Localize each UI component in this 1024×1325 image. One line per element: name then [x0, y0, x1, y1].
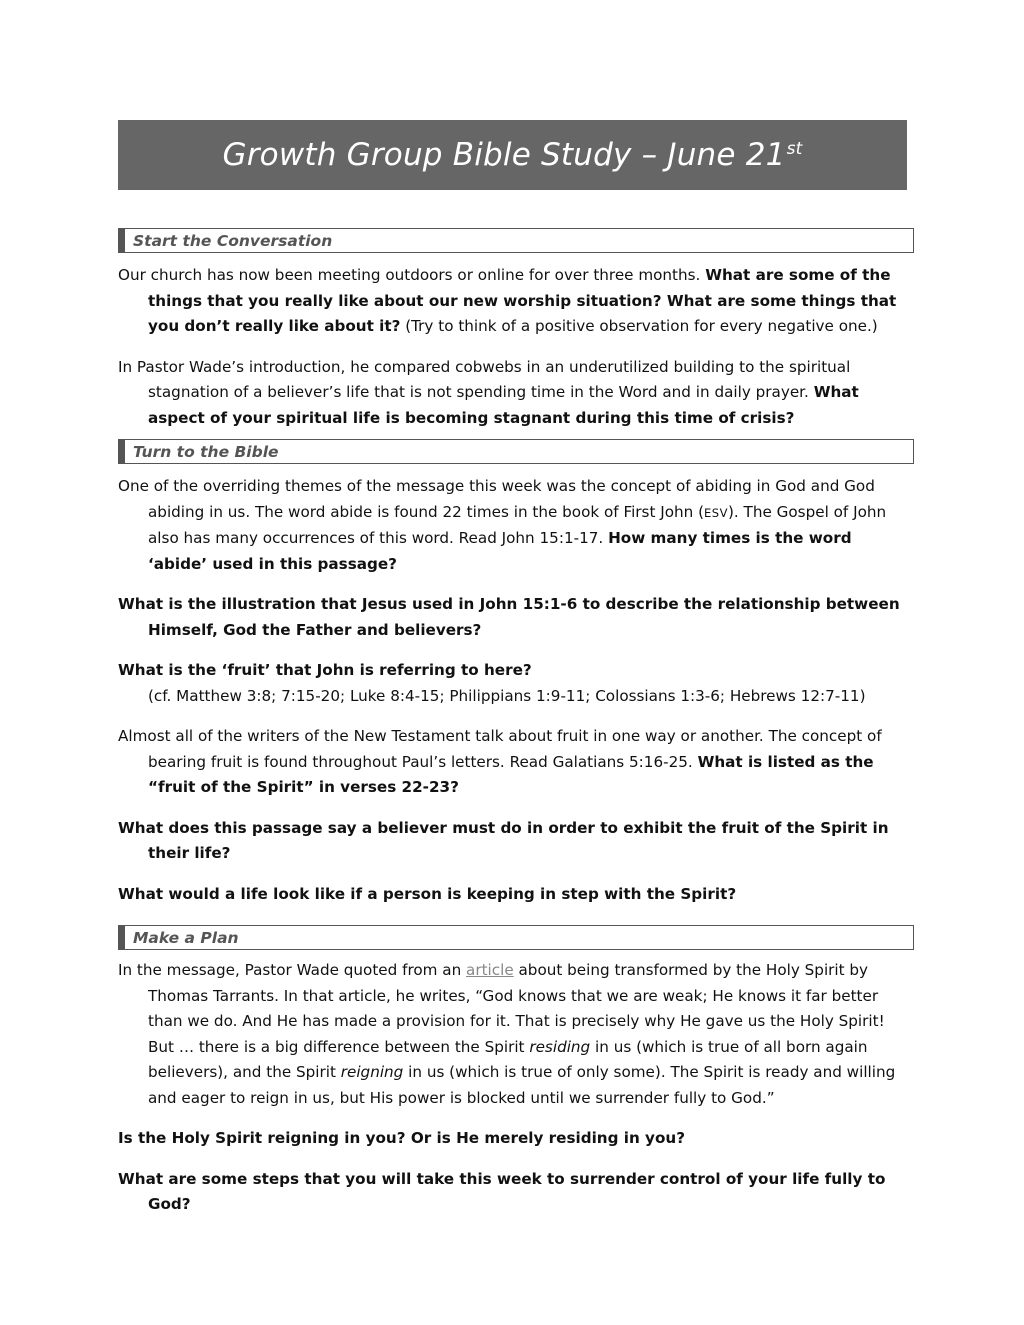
- page-title-suffix: st: [786, 139, 803, 159]
- start-paragraph-1: Our church has now been meeting outdoors or online for over three months. What are some of the things that you really like about our new worship situation? What are some things that you don’t really like about it? (Try to think of a positive observation for every negative one.): [118, 266, 897, 335]
- section-title-bible: Turn to the Bible: [133, 442, 279, 461]
- section-header-plan: [118, 925, 914, 950]
- start-paragraph-2: In Pastor Wade’s introduction, he compared cobwebs in an underutilized building to the spiritual stagnation of a believer’s life that is not spending time in the Word and in daily prayer. What aspect of your spiritual life is becoming stagnant during this time of crisis?: [118, 357, 859, 427]
- section-header-start: [118, 228, 914, 253]
- page-title-banner: [118, 120, 907, 190]
- document-page: [118, 120, 914, 1218]
- plan-question-2: What are some steps that you will take this week to surrender control of your life fully to God?: [118, 1169, 886, 1213]
- section-title-start: Start the Conversation: [133, 231, 333, 250]
- bible-paragraph-1: One of the overriding themes of the message this week was the concept of abiding in God and God abiding in us. The word abide is found 22 times in the book of First John (ESV). The Gospel of John also has many occurrences of this word. Read John 15:1-17. How many times is the word ‘abide’ used in this passage?: [118, 477, 887, 573]
- plan-question-1: Is the Holy Spirit reigning in you? Or is He merely residing in you?: [118, 1129, 686, 1147]
- page-title: Growth Group Bible Study – June 21: [222, 137, 786, 173]
- section-title-plan: Make a Plan: [133, 928, 239, 947]
- bible-question-3: What does this passage say a believer must do in order to exhibit the fruit of the Spirit in their life?: [118, 818, 889, 862]
- bible-question-1: What is the illustration that Jesus used in John 15:1-6 to describe the relationship between Himself, God the Father and believers?: [118, 595, 900, 639]
- section-header-bible: [118, 439, 914, 464]
- article-link[interactable]: article: [466, 961, 514, 979]
- bible-question-2-references: (cf. Matthew 3:8; 7:15-20; Luke 8:4-15; Philippians 1:9-11; Colossians 1:3-6; Hebrews 12:7-11): [148, 686, 866, 705]
- bible-question-4: What would a life look like if a person is keeping in step with the Spirit?: [118, 884, 737, 903]
- plan-paragraph-1: In the message, Pastor Wade quoted from an article about being transformed by the Holy Spirit by Thomas Tarrants. In that article, he writes, “God knows that we are weak; He knows it far better than we do. And He has made a provision for it. That is precisely why He gave us the Holy Spirit! But … there is a big difference between the Spirit residing in us (which is true of all born again believers), and the Spirit reigning in us (which is true of only some). The Spirit is ready and willing and eager to reign in us, but His power is blocked until we surrender fully to God.”: [118, 961, 896, 1107]
- bible-paragraph-2: Almost all of the writers of the New Testament talk about fruit in one way or another. The concept of bearing fruit is found throughout Paul’s letters. Read Galatians 5:16-25. What is listed as the “fruit of the Spirit” in verses 22-23?: [118, 727, 882, 796]
- bible-question-2: What is the ‘fruit’ that John is referring to here?: [118, 661, 532, 679]
